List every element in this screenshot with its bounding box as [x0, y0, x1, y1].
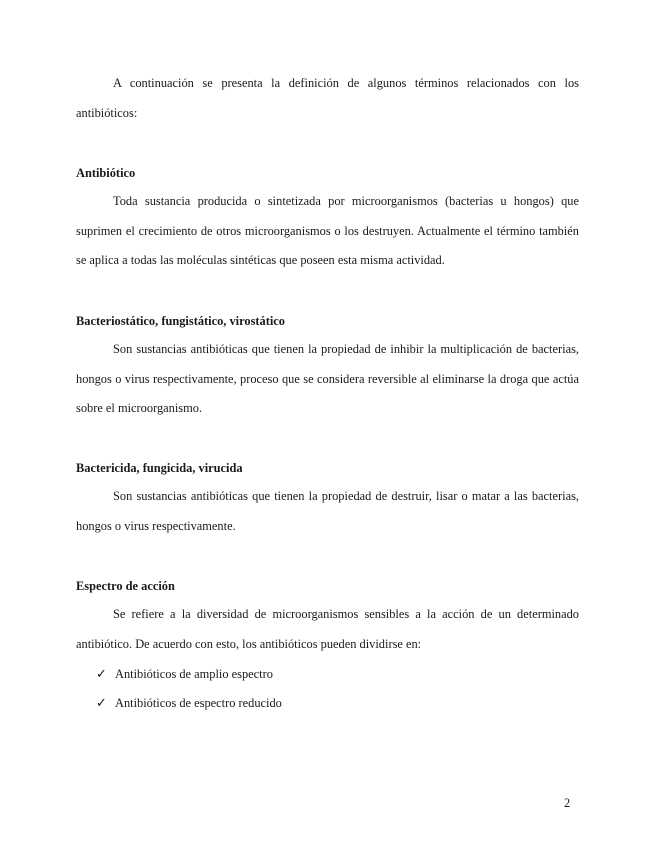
checkmark-icon: ✓: [96, 666, 107, 681]
list-item-label: Antibióticos de amplio espectro: [115, 667, 273, 681]
intro-paragraph: A continuación se presenta la definición de algunos términos relacionados con los antibióticos:: [76, 76, 579, 120]
section-body-bactericida: Son sustancias antibióticas que tienen la propiedad de destruir, lisar o matar a las bacterias, hongos o virus respectivamente.: [76, 489, 579, 533]
section-body-bacteriostatico: Son sustancias antibióticas que tienen la propiedad de inhibir la multiplicación de bacterias, hongos o virus respectivamente, proceso que se considera reversible al eliminarse la droga que actúa sobre el microorganismo.: [76, 342, 579, 415]
section-heading-bacteriostatico: Bacteriostático, fungistático, virostático: [76, 314, 285, 328]
page-number: 2: [564, 796, 571, 810]
section-heading-antibiotico: Antibiótico: [76, 166, 136, 180]
section-body-antibiotico: Toda sustancia producida o sintetizada por microorganismos (bacterias u hongos) que suprimen el crecimiento de otros microorganismos o los destruyen. Actualmente el término también se aplica a todas las moléculas sintéticas que poseen esta misma actividad.: [76, 194, 579, 267]
section-heading-bactericida: Bactericida, fungicida, virucida: [76, 461, 243, 475]
section-heading-espectro: Espectro de acción: [76, 579, 175, 593]
list-item: [96, 666, 273, 682]
list-item-label: Antibióticos de espectro reducido: [115, 696, 282, 710]
list-item: [96, 695, 282, 711]
section-body-espectro: Se refiere a la diversidad de microorganismos sensibles a la acción de un determinado antibiótico. De acuerdo con esto, los antibióticos pueden dividirse en:: [76, 607, 579, 651]
checkmark-icon: ✓: [96, 695, 107, 710]
